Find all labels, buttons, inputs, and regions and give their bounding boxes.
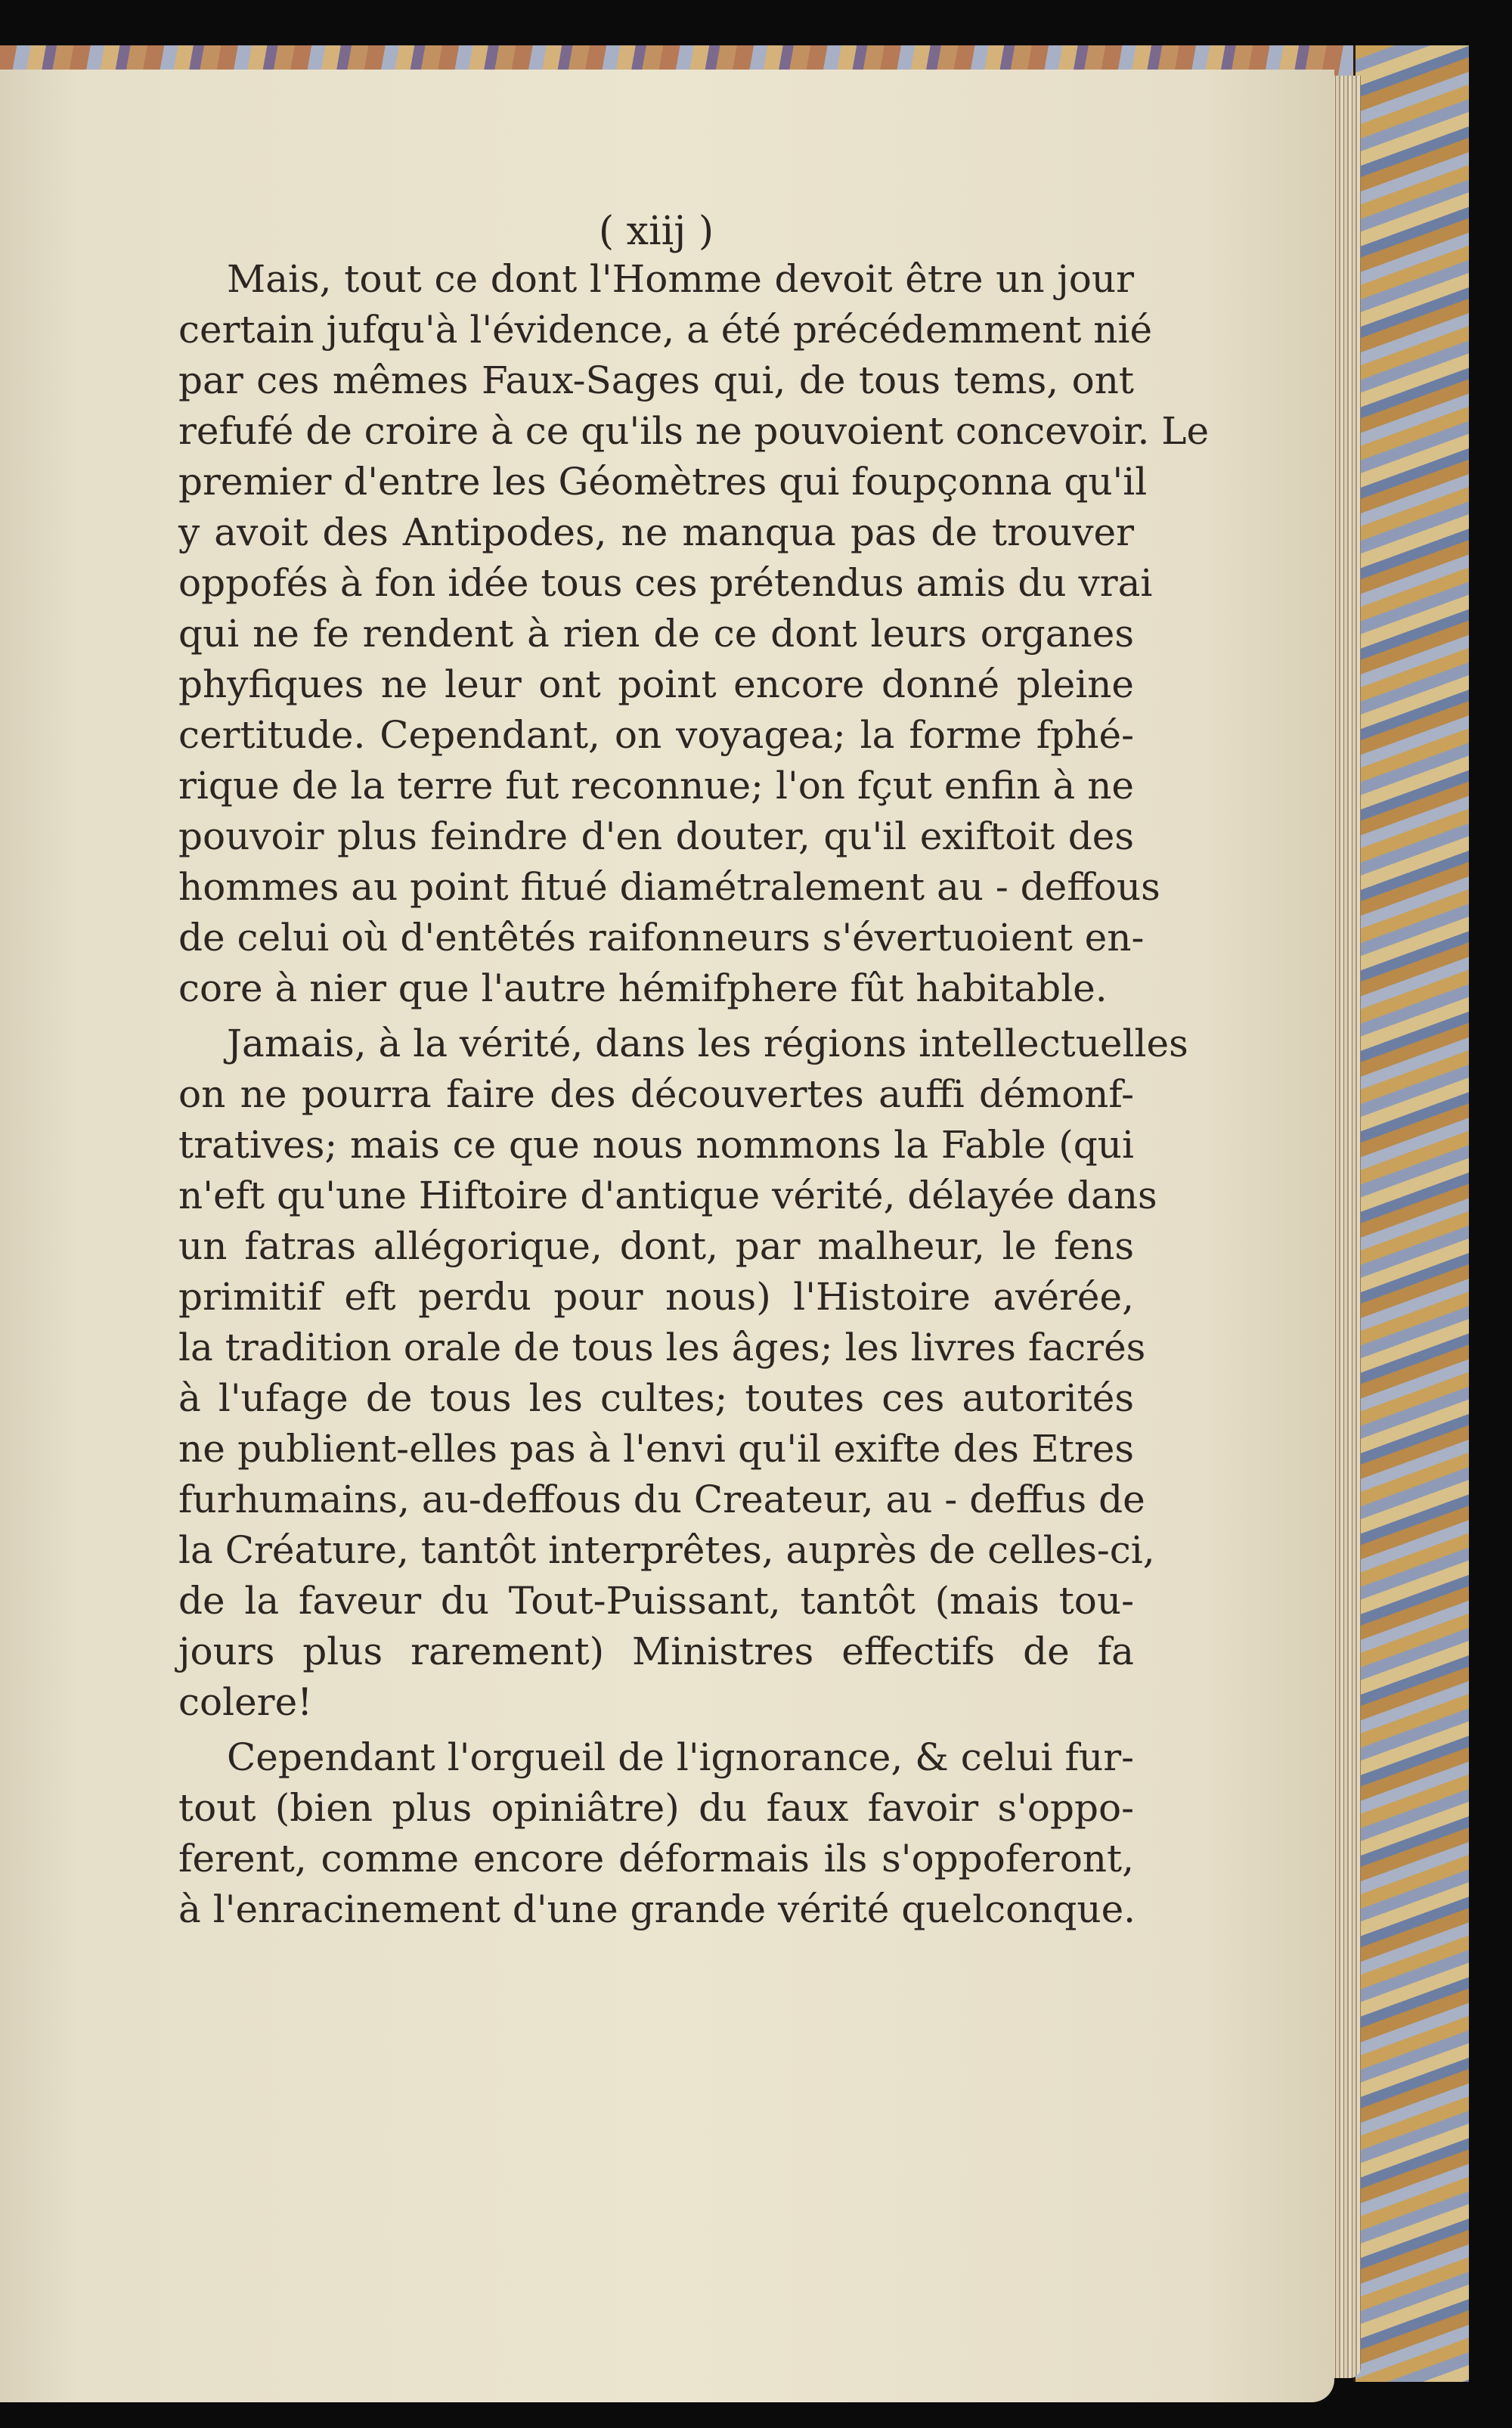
text-line: rique de la terre fut reconnue; l'on fçut enfin à ne — [178, 764, 1134, 808]
text-line: Cependant l'orgueil de l'ignorance, & celui fur- — [227, 1735, 1134, 1779]
text-line: n'eft qu'une Hiftoire d'antique vérité, délayée dans — [178, 1174, 1157, 1217]
page-text — [178, 204, 1210, 1940]
text-line: Jamais, à la vérité, dans les régions intellectuelles — [227, 1022, 1188, 1065]
text-line: certitude. Cependant, on voyagea; la forme fphé- — [178, 713, 1134, 757]
paragraph-3 — [178, 1732, 1134, 1935]
page-header: ( xiij ) — [598, 209, 714, 254]
text-line: oppofés à fon idée tous ces prétendus amis du vrai — [178, 561, 1153, 605]
text-line: certain jufqu'à l'évidence, a été précédemment nié — [178, 308, 1153, 352]
text-line: pouvoir plus feindre d'en douter, qu'il exiftoit des — [178, 814, 1134, 858]
text-line: on ne pourra faire des découvertes auffi démonf- — [178, 1072, 1134, 1116]
text-line: colere! — [178, 1680, 313, 1724]
text-line: par ces mêmes Faux-Sages qui, de tous tems, ont — [178, 358, 1134, 402]
text-line: premier d'entre les Géomètres qui foupçonna qu'il — [178, 460, 1148, 504]
text-line: à l'ufage de tous les cultes; toutes ces autorités — [178, 1376, 1134, 1420]
text-line: la Créature, tantôt interprêtes, auprès de celles-ci, — [178, 1528, 1155, 1572]
text-line: primitif eft perdu pour nous) l'Histoire avérée, — [178, 1275, 1134, 1319]
text-line: Mais, tout ce dont l'Homme devoit être un jour — [227, 257, 1134, 301]
text-line: qui ne fe rendent à rien de ce dont leurs organes — [178, 612, 1134, 656]
text-line: ne publient-elles pas à l'envi qu'il exifte des Etres — [178, 1427, 1134, 1471]
text-line: de celui où d'entêtés raifonneurs s'évertuoient en- — [178, 916, 1145, 960]
text-line: de la faveur du Tout-Puissant, tantôt (mais tou- — [178, 1579, 1134, 1623]
text-line: jours plus rarement) Ministres effectifs de fa — [178, 1630, 1134, 1673]
text-line: y avoit des Antipodes, ne manqua pas de trouver — [178, 510, 1134, 554]
text-line: furhumains, au-deffous du Createur, au - deffus de — [178, 1478, 1145, 1521]
text-line: core à nier que l'autre hémifphere fût habitable. — [178, 966, 1108, 1010]
text-line: tratives; mais ce que nous nommons la Fable (qui — [178, 1123, 1134, 1167]
text-line: hommes au point fitué diamétralement au - deffous — [178, 865, 1160, 909]
text-line: la tradition orale de tous les âges; les livres facrés — [178, 1326, 1146, 1369]
paragraph-2 — [178, 1019, 1188, 1728]
text-line: ferent, comme encore déformais ils s'oppoferont, — [178, 1837, 1134, 1881]
text-line: phyfiques ne leur ont point encore donné pleine — [178, 662, 1134, 706]
marbled-cover — [1353, 45, 1469, 2382]
paragraph-1 — [178, 254, 1210, 1014]
text-line: tout (bien plus opiniâtre) du faux favoir s'oppo- — [178, 1786, 1134, 1830]
text-line: à l'enracinement d'une grande vérité quelconque. — [178, 1887, 1136, 1931]
text-line: refufé de croire à ce qu'ils ne pouvoient concevoir. Le — [178, 409, 1210, 453]
text-line: un fatras allégorique, dont, par malheur, le fens — [178, 1224, 1134, 1268]
